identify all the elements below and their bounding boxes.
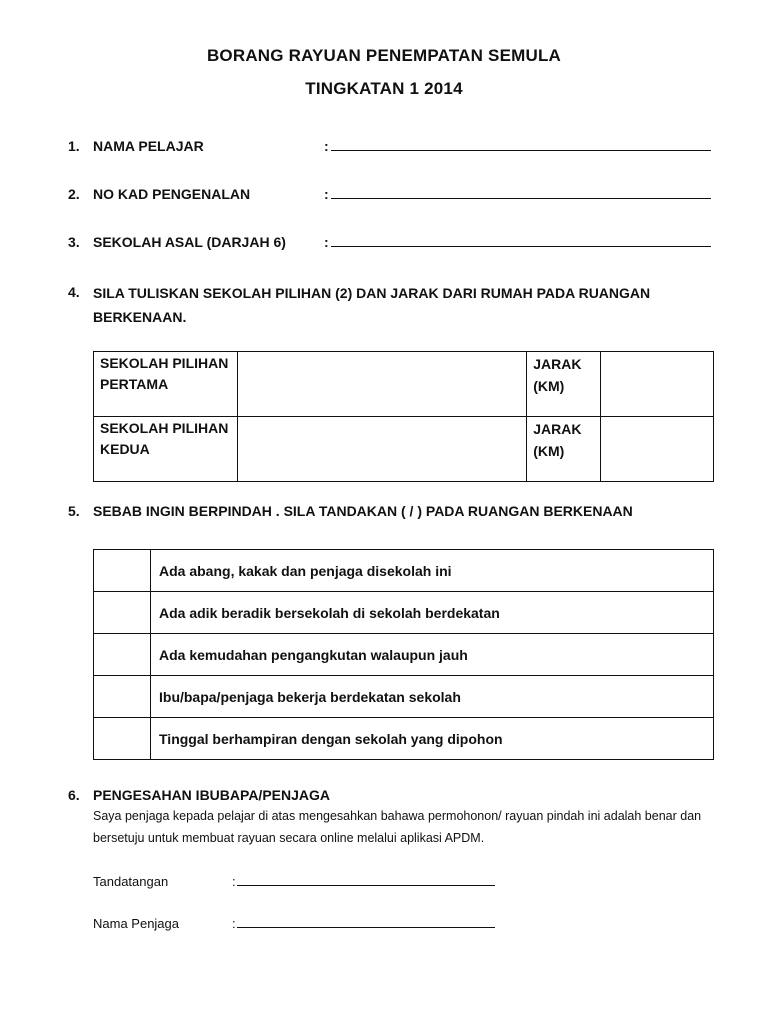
reason-checkbox[interactable] bbox=[94, 592, 151, 634]
field-number: 2. bbox=[68, 186, 80, 202]
list-item bbox=[94, 634, 714, 676]
distance-1-label: JARAK (KM) bbox=[527, 352, 601, 417]
blank-line bbox=[237, 874, 495, 886]
blank-line bbox=[331, 138, 711, 151]
school-choice-1-label: SEKOLAH PILIHAN PERTAMA bbox=[94, 352, 238, 417]
distance-1-input[interactable] bbox=[601, 352, 714, 417]
ic-number-field[interactable]: : bbox=[324, 186, 711, 202]
student-name-field[interactable]: : bbox=[324, 138, 711, 154]
list-item bbox=[94, 592, 714, 634]
section-6-heading: PENGESAHAN IBUBAPA/PENJAGA bbox=[93, 787, 330, 803]
appeal-form-page: BORANG RAYUAN PENEMPATAN SEMULA TINGKATAN 1 2014 1. NAMA PELAJAR : 2. NO KAD PENGENALAN : 3. SEKOLAH ASAL (DARJAH 6) : 4. SILA TULISKAN SEKOLAH PILIHAN (2) DAN JARAK DARI RUMAH PADA RUANGAN BERKENAAN. SEKOLAH PILIHAN PERTAMA JARAK (KM) SEKOLAH PILIHAN KEDUA JARAK (KM) 5. SEBAB INGIN BERPINDAH . SILA TANDAKAN ( / ) PADA RUANGAN BERKENAAN Ada abang, kakak dan penjaga disekolah ini Ada adik beradik bersekolah di sekolah berdekatan Ada kemudahan pengangkutan walaupun jauh Ibu/bapa/penjaga bekerja berdekatan sekolah Tinggal berhampiran dengan sekolah yang dipohon 6. PENGESAHAN IBUBAPA/PENJAGA Saya penjaga kepada pelajar di atas mengesahkan bahawa permohonon/ rayuan pindah ini adalah benar dan bersetuju untuk membuat rayuan secara online melalui aplikasi APDM. Tandatangan : Nama Penjaga : bbox=[0, 0, 768, 1024]
reason-checkbox[interactable] bbox=[94, 718, 151, 760]
list-item bbox=[94, 550, 714, 592]
reason-label: Tinggal berhampiran dengan sekolah yang dipohon bbox=[151, 718, 714, 760]
table-row bbox=[94, 352, 714, 417]
list-item bbox=[94, 718, 714, 760]
list-item bbox=[94, 676, 714, 718]
reason-checkbox[interactable] bbox=[94, 550, 151, 592]
field-label: NO KAD PENGENALAN bbox=[93, 186, 251, 202]
school-choice-2-input[interactable] bbox=[237, 417, 526, 482]
section-4-instruction: SILA TULISKAN SEKOLAH PILIHAN (2) DAN JARAK DARI RUMAH PADA RUANGAN BERKENAAN. bbox=[93, 285, 651, 325]
form-subtitle: TINGKATAN 1 2014 bbox=[305, 79, 463, 98]
reason-label: Ibu/bapa/penjaga bekerja berdekatan sekolah bbox=[151, 676, 714, 718]
reason-checklist bbox=[93, 549, 714, 760]
school-choice-2-label: SEKOLAH PILIHAN KEDUA bbox=[94, 417, 238, 482]
reason-label: Ada kemudahan pengangkutan walaupun jauh bbox=[151, 634, 714, 676]
field-number: 1. bbox=[68, 138, 80, 154]
previous-school-field[interactable]: : bbox=[324, 234, 711, 250]
distance-2-label: JARAK (KM) bbox=[527, 417, 601, 482]
blank-line bbox=[331, 186, 711, 199]
signature-label: Tandatangan bbox=[93, 874, 169, 889]
field-number: 3. bbox=[68, 234, 80, 250]
school-choice-1-input[interactable] bbox=[237, 352, 526, 417]
reason-label: Ada abang, kakak dan penjaga disekolah ini bbox=[151, 550, 714, 592]
reason-label: Ada adik beradik bersekolah di sekolah berdekatan bbox=[151, 592, 714, 634]
guardian-name-field[interactable]: : bbox=[232, 916, 495, 931]
distance-2-input[interactable] bbox=[601, 417, 714, 482]
field-label: NAMA PELAJAR bbox=[93, 138, 204, 154]
section-5-heading: SEBAB INGIN BERPINDAH . SILA TANDAKAN ( / ) PADA RUANGAN BERKENAAN bbox=[93, 503, 633, 519]
guardian-declaration: Saya penjaga kepada pelajar di atas mengesahkan bahawa permohonon/ rayuan pindah ini adalah benar dan bersetuju untuk membuat rayuan secara online melalui aplikasi APDM. bbox=[93, 809, 702, 845]
table-row bbox=[94, 417, 714, 482]
section-number: 6. bbox=[68, 787, 80, 803]
blank-line bbox=[237, 916, 495, 928]
form-title: BORANG RAYUAN PENEMPATAN SEMULA bbox=[206, 46, 562, 65]
section-number: 5. bbox=[68, 503, 80, 519]
reason-checkbox[interactable] bbox=[94, 634, 151, 676]
field-label: SEKOLAH ASAL (DARJAH 6) bbox=[93, 234, 286, 250]
reason-checkbox[interactable] bbox=[94, 676, 151, 718]
blank-line bbox=[331, 234, 711, 247]
guardian-name-label: Nama Penjaga bbox=[93, 916, 179, 931]
signature-field[interactable]: : bbox=[232, 874, 495, 889]
school-choice-table bbox=[93, 351, 714, 482]
